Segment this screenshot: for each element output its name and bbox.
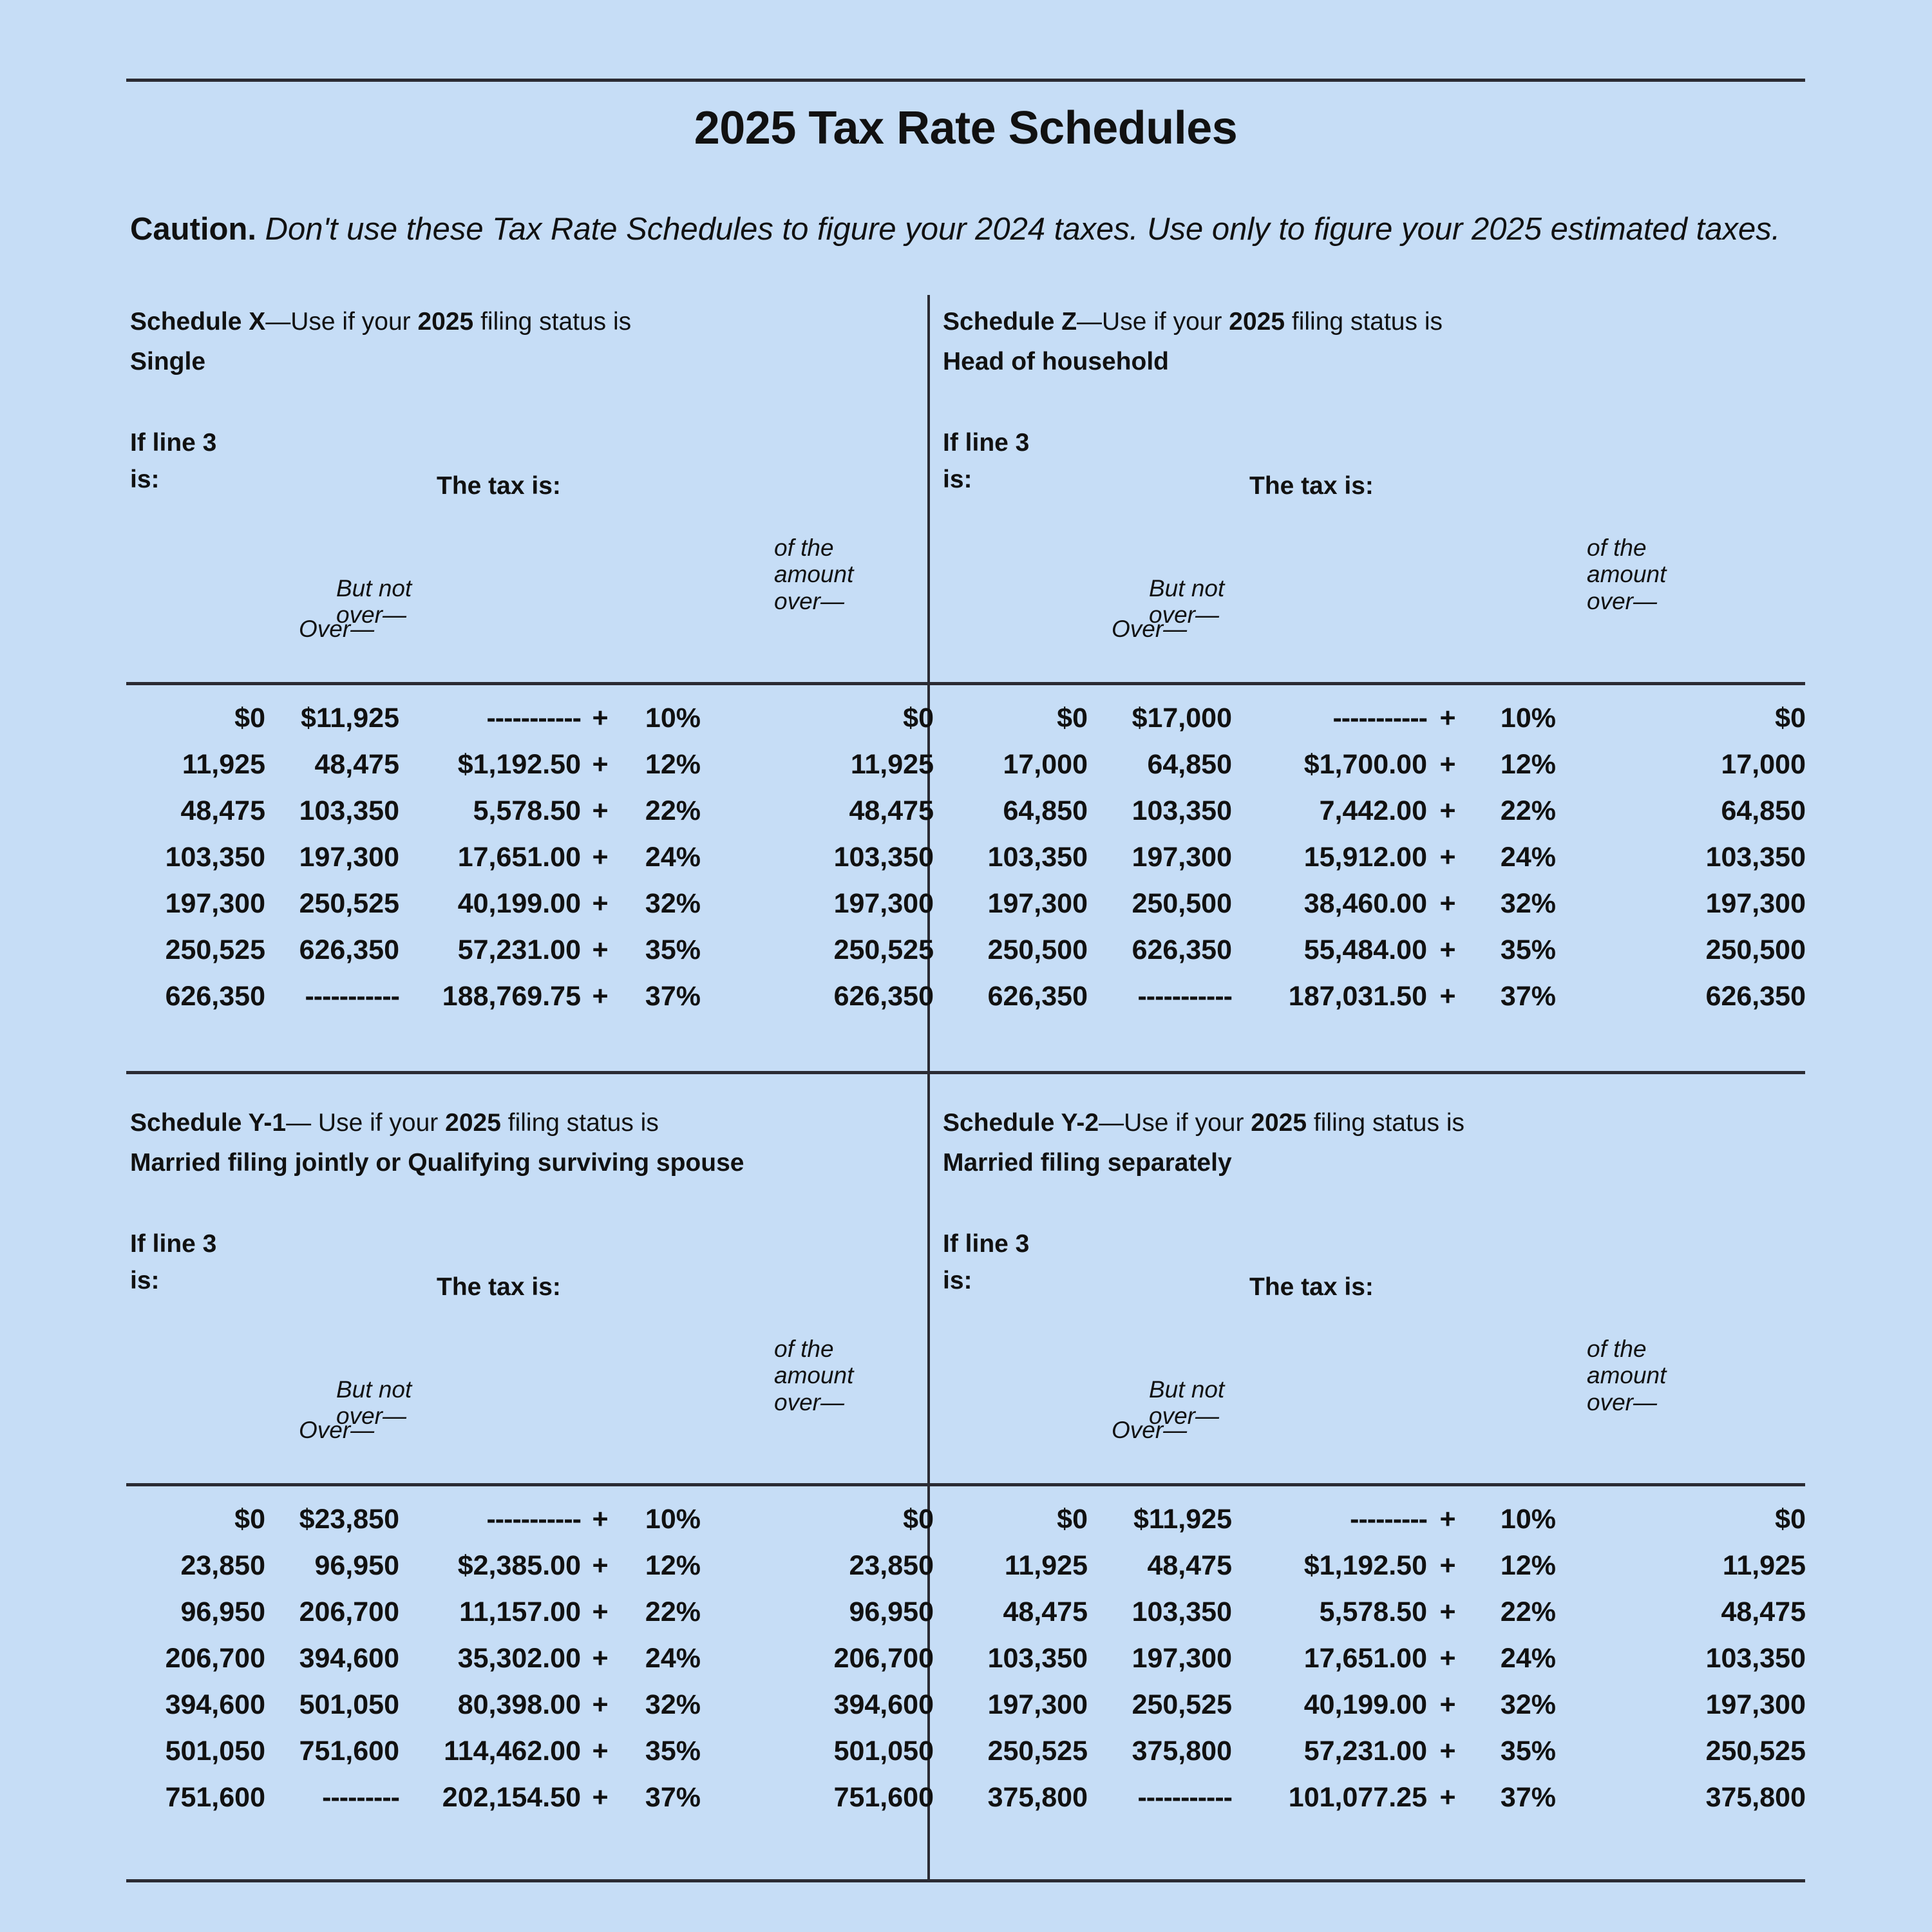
plus-sign: + [1439,795,1456,826]
over-amount: 375,800 [987,1782,1088,1813]
schedule-y1-title-rest: — Use if your [286,1109,446,1137]
caution-text: Don't use these Tax Rate Schedules to figure your 2024 taxes. Use only to figure your 2025 estimated taxes. [265,212,1781,247]
base-tax: 202,154.50 [442,1782,581,1813]
base-tax: 17,651.00 [457,842,581,873]
tax-rate-percent: 37% [1500,1782,1556,1813]
tax-rate-percent: 24% [1500,1643,1556,1674]
schedule-y2-not-over-label: over— [1149,1403,1219,1430]
tax-bracket-row [943,1782,1806,1828]
tax-bracket-row [130,888,934,934]
tax-rate-percent: 32% [1500,888,1556,919]
tax-rate-percent: 24% [645,1643,701,1674]
schedule-x-but-not-label: But not [336,575,412,601]
plus-sign: + [592,795,609,826]
schedule-x-ifline-2: is: [130,465,160,493]
schedule-z-ifline-2: is: [943,465,972,493]
plus-sign: + [592,1643,609,1674]
over-amount: 103,350 [165,842,265,873]
schedule-y2-title-suffix: filing status is [1307,1109,1464,1137]
schedule-y1-title-year: 2025 [445,1109,501,1137]
tax-rate-percent: 35% [1500,1736,1556,1766]
tax-rate-percent: 32% [645,1689,701,1720]
schedule-z-status: Head of household [943,348,1169,375]
tax-bracket-row [943,1736,1806,1782]
tax-bracket-row [130,1643,934,1689]
plus-sign: + [1439,1596,1456,1627]
plus-sign: + [592,1504,609,1535]
of-amount-over: 250,500 [1705,934,1806,965]
schedule-y1-over-header: Over— [299,1417,375,1443]
but-not-over: 48,475 [314,749,399,780]
tax-rate-percent: 12% [645,1550,701,1581]
over-amount: $0 [1057,1504,1088,1535]
of-amount-over: 17,000 [1721,749,1806,780]
tax-bracket-row [943,934,1806,981]
bottom-rule [126,1879,1805,1882]
tax-rate-percent: 32% [645,888,701,919]
schedule-y1-title-suffix: filing status is [500,1109,659,1137]
but-not-over: 250,525 [299,888,399,919]
caution-note [130,211,1780,247]
base-tax: 55,484.00 [1303,934,1427,965]
tax-bracket-row [943,703,1806,749]
of-amount-over: 375,800 [1705,1782,1806,1813]
of-amount-over: 250,525 [833,934,934,965]
over-amount: 17,000 [1003,749,1088,780]
plus-sign: + [1439,1689,1456,1720]
schedule-y2-ifline-2: is: [943,1266,972,1294]
tax-bracket-row [943,1504,1806,1550]
plus-sign: + [592,842,609,873]
schedule-z-title-prefix: Schedule Z [943,308,1077,336]
schedule-y1-but-not-over-header [336,1376,412,1430]
tax-bracket-row [943,1643,1806,1689]
but-not-over: ----------- [1137,1782,1232,1813]
schedule-x-over-header: Over— [299,616,375,642]
schedule-z-title-rest: —Use if your [1077,308,1229,336]
but-not-over: $17,000 [1132,703,1232,734]
but-not-over: 96,950 [314,1550,399,1581]
schedule-y2-status: Married filing separately [943,1149,1232,1177]
of-amount-over: 48,475 [849,795,934,826]
schedule-y2-header-rule [930,1483,1805,1486]
over-amount: 64,850 [1003,795,1088,826]
tax-rate-percent: 37% [645,1782,701,1813]
but-not-over: 250,500 [1132,888,1232,919]
over-amount: 48,475 [180,795,265,826]
base-tax: 17,651.00 [1303,1643,1427,1674]
schedule-y1-ifline-1: If line 3 [130,1230,217,1258]
over-amount: $0 [234,703,265,734]
over-amount: 751,600 [165,1782,265,1813]
but-not-over: ----------- [1137,981,1232,1012]
of-amount-over: 626,350 [1705,981,1806,1012]
over-amount: 11,925 [1004,1550,1088,1581]
tax-rate-percent: 22% [1500,795,1556,826]
schedule-x-but-not-over-header [336,575,412,629]
page-title: 2025 Tax Rate Schedules [694,102,1238,154]
over-amount: 626,350 [165,981,265,1012]
schedule-z-of-amount-over-header [1587,535,1666,614]
schedule-y2-but-not-label: But not [1149,1376,1225,1403]
of-amount-over: 751,600 [833,1782,934,1813]
base-tax: 40,199.00 [1303,1689,1427,1720]
over-amount: 197,300 [987,888,1088,919]
but-not-over: 197,300 [1132,1643,1232,1674]
schedule-y1-header-rule [126,1483,927,1486]
schedule-y2-amount-over-label: over— [1587,1388,1657,1416]
base-tax: 187,031.50 [1288,981,1427,1012]
schedule-y2-ifline-1: If line 3 [943,1230,1030,1258]
schedule-y2-of-the-label: of the [1587,1336,1647,1362]
schedule-y1-of-amount-over-header [774,1336,853,1416]
schedule-y2-amount-label: amount [1587,1362,1667,1389]
schedule-x-amount-label: amount [774,561,854,588]
schedule-z-of-the-label: of the [1587,535,1647,561]
of-amount-over: 103,350 [833,842,934,873]
schedule-y1-amount-over-label: over— [774,1388,844,1416]
tax-rate-percent: 10% [1500,703,1556,734]
of-amount-over: 11,925 [1722,1550,1806,1581]
tax-rate-percent: 22% [1500,1596,1556,1627]
schedule-y1-status: Married filing jointly or Qualifying surviving spouse [130,1149,744,1177]
schedule-z-amount-label: amount [1587,561,1667,588]
base-tax: 15,912.00 [1303,842,1427,873]
schedule-z-title-year: 2025 [1229,308,1285,336]
of-amount-over: 197,300 [1705,1689,1806,1720]
base-tax: 80,398.00 [457,1689,581,1720]
schedule-z-over-header: Over— [1112,616,1188,642]
schedule-y1-title [130,1110,659,1135]
but-not-over: 626,350 [299,934,399,965]
schedule-y2-ifline [943,1226,1029,1299]
but-not-over: 250,525 [1132,1689,1232,1720]
but-not-over: $11,925 [1133,1504,1232,1535]
plus-sign: + [1439,703,1456,734]
plus-sign: + [592,1782,609,1813]
tax-rate-percent: 12% [1500,1550,1556,1581]
over-amount: $0 [1057,703,1088,734]
but-not-over: $23,850 [299,1504,399,1535]
base-tax: ----------- [486,1504,581,1535]
over-amount: 23,850 [180,1550,265,1581]
base-tax: 57,231.00 [457,934,581,965]
schedule-y2-over-header: Over— [1112,1417,1188,1443]
tax-bracket-row [130,749,934,795]
over-amount: 103,350 [987,1643,1088,1674]
base-tax: 7,442.00 [1319,795,1427,826]
but-not-over: 751,600 [299,1736,399,1766]
plus-sign: + [592,981,609,1012]
caution-label: Caution. [130,212,256,247]
tax-bracket-row [130,842,934,888]
tax-bracket-row [943,981,1806,1027]
of-amount-over: 103,350 [1705,1643,1806,1674]
base-tax: $1,192.50 [1303,1550,1427,1581]
but-not-over: 206,700 [299,1596,399,1627]
base-tax: 57,231.00 [1303,1736,1427,1766]
base-tax: 5,578.50 [473,795,581,826]
tax-bracket-row [130,1504,934,1550]
of-amount-over: 96,950 [849,1596,934,1627]
schedule-y1-the-tax-is: The tax is: [437,1273,561,1301]
tax-bracket-row [130,1736,934,1782]
tax-rate-percent: 12% [1500,749,1556,780]
tax-bracket-row [943,888,1806,934]
base-tax: ----------- [1332,703,1427,734]
but-not-over: 103,350 [1132,1596,1232,1627]
schedule-x-not-over-label: over— [336,601,406,629]
plus-sign: + [592,1596,609,1627]
plus-sign: + [592,703,609,734]
schedule-y2-title [943,1110,1464,1135]
tax-bracket-row [943,749,1806,795]
tax-rate-percent: 10% [1500,1504,1556,1535]
tax-rate-percent: 37% [645,981,701,1012]
tax-rate-percent: 24% [645,842,701,873]
plus-sign: + [592,1550,609,1581]
over-amount: 11,925 [182,749,265,780]
schedule-y2-title-rest: —Use if your [1099,1109,1251,1137]
of-amount-over: $0 [1775,1504,1806,1535]
plus-sign: + [592,934,609,965]
schedule-y1-of-the-label: of the [774,1336,834,1362]
schedule-z-rows [943,703,1806,1027]
tax-bracket-row [943,842,1806,888]
plus-sign: + [1439,1550,1456,1581]
but-not-over: 48,475 [1147,1550,1232,1581]
base-tax: --------- [1350,1504,1427,1535]
over-amount: $0 [234,1504,265,1535]
tax-rate-percent: 10% [645,1504,701,1535]
base-tax: ----------- [486,703,581,734]
schedule-y2-title-prefix: Schedule Y-2 [943,1109,1099,1137]
of-amount-over: 394,600 [833,1689,934,1720]
of-amount-over: 64,850 [1721,795,1806,826]
of-amount-over: 23,850 [849,1550,934,1581]
schedule-x-header-rule [126,682,927,685]
schedule-y1-amount-label: amount [774,1362,854,1389]
over-amount: 96,950 [180,1596,265,1627]
schedule-y2-title-year: 2025 [1251,1109,1307,1137]
over-amount: 206,700 [165,1643,265,1674]
but-not-over: 64,850 [1147,749,1232,780]
base-tax: 5,578.50 [1319,1596,1427,1627]
over-amount: 197,300 [165,888,265,919]
of-amount-over: $0 [903,703,934,734]
but-not-over: 375,800 [1132,1736,1232,1766]
tax-rate-percent: 37% [1500,981,1556,1012]
schedule-x-title-rest: —Use if your [265,308,418,336]
schedule-x-title-prefix: Schedule X [130,308,266,336]
of-amount-over: 103,350 [1705,842,1806,873]
schedule-z-ifline-1: If line 3 [943,429,1030,457]
tax-bracket-row [130,795,934,842]
tax-rate-percent: 35% [1500,934,1556,965]
tax-rate-percent: 32% [1500,1689,1556,1720]
of-amount-over: 197,300 [1705,888,1806,919]
base-tax: 188,769.75 [442,981,581,1012]
schedule-x-amount-over-label: over— [774,587,844,614]
schedule-z-but-not-label: But not [1149,575,1225,601]
tax-rate-percent: 24% [1500,842,1556,873]
schedule-y1-but-not-label: But not [336,1376,412,1403]
tax-bracket-row [130,1782,934,1828]
tax-bracket-row [943,1689,1806,1736]
base-tax: $1,192.50 [457,749,581,780]
base-tax: $1,700.00 [1303,749,1427,780]
schedule-y1-ifline [130,1226,216,1299]
tax-bracket-row [943,795,1806,842]
tax-bracket-row [130,703,934,749]
schedule-x-title-suffix: filing status is [473,308,632,336]
base-tax: 101,077.25 [1288,1782,1427,1813]
over-amount: 394,600 [165,1689,265,1720]
schedule-z-title-suffix: filing status is [1285,308,1443,336]
plus-sign: + [1439,1643,1456,1674]
but-not-over: 394,600 [299,1643,399,1674]
base-tax: $2,385.00 [457,1550,581,1581]
tax-bracket-row [943,1550,1806,1596]
plus-sign: + [1439,1504,1456,1535]
but-not-over: ----------- [305,981,399,1012]
over-amount: 626,350 [987,981,1088,1012]
of-amount-over: 197,300 [833,888,934,919]
but-not-over: --------- [322,1782,399,1813]
schedule-y2-the-tax-is: The tax is: [1249,1273,1374,1301]
plus-sign: + [592,1736,609,1766]
tax-rate-percent: 35% [645,1736,701,1766]
schedule-z-amount-over-label: over— [1587,587,1657,614]
of-amount-over: $0 [1775,703,1806,734]
of-amount-over: 250,525 [1705,1736,1806,1766]
base-tax: 35,302.00 [457,1643,581,1674]
tax-rate-percent: 22% [645,1596,701,1627]
schedule-y1-not-over-label: over— [336,1403,406,1430]
plus-sign: + [1439,1736,1456,1766]
schedule-y1-rows [130,1504,934,1828]
schedule-x-the-tax-is: The tax is: [437,472,561,500]
plus-sign: + [1439,981,1456,1012]
tax-rate-percent: 12% [645,749,701,780]
but-not-over: 197,300 [299,842,399,873]
base-tax: 114,462.00 [444,1736,581,1766]
over-amount: 501,050 [165,1736,265,1766]
schedule-x-status: Single [130,348,206,375]
top-rule [126,79,1805,82]
over-amount: 103,350 [987,842,1088,873]
plus-sign: + [1439,749,1456,780]
plus-sign: + [592,749,609,780]
of-amount-over: 501,050 [833,1736,934,1766]
schedule-z-title [943,309,1443,334]
but-not-over: $11,925 [300,703,399,734]
tax-bracket-row [130,1689,934,1736]
plus-sign: + [1439,934,1456,965]
schedule-x-of-amount-over-header [774,535,853,614]
of-amount-over: 11,925 [850,749,934,780]
tax-bracket-row [130,1596,934,1643]
schedule-y1-ifline-2: is: [130,1266,160,1294]
schedule-x-rows [130,703,934,1027]
tax-rate-percent: 22% [645,795,701,826]
tax-bracket-row [943,1596,1806,1643]
but-not-over: 103,350 [1132,795,1232,826]
schedule-z-not-over-label: over— [1149,601,1219,629]
plus-sign: + [1439,1782,1456,1813]
tax-bracket-row [130,981,934,1027]
over-amount: 197,300 [987,1689,1088,1720]
schedule-z-header-rule [930,682,1805,685]
over-amount: 250,500 [987,934,1088,965]
schedule-y2-of-amount-over-header [1587,1336,1666,1416]
plus-sign: + [592,1689,609,1720]
schedule-y2-rows [943,1504,1806,1828]
schedule-x-title-year: 2025 [417,308,474,336]
schedule-z-but-not-over-header [1149,575,1224,629]
schedule-y2-but-not-over-header [1149,1376,1224,1430]
plus-sign: + [1439,842,1456,873]
but-not-over: 501,050 [299,1689,399,1720]
but-not-over: 197,300 [1132,842,1232,873]
tax-rate-percent: 35% [645,934,701,965]
schedule-x-of-the-label: of the [774,535,834,561]
of-amount-over: $0 [903,1504,934,1535]
over-amount: 48,475 [1003,1596,1088,1627]
of-amount-over: 206,700 [833,1643,934,1674]
schedule-z-ifline [943,425,1029,498]
base-tax: 11,157.00 [459,1596,581,1627]
schedule-x-ifline [130,425,216,498]
but-not-over: 626,350 [1132,934,1232,965]
of-amount-over: 48,475 [1721,1596,1806,1627]
schedule-z-the-tax-is: The tax is: [1249,472,1374,500]
schedule-y1-title-prefix: Schedule Y-1 [130,1109,287,1137]
but-not-over: 103,350 [299,795,399,826]
of-amount-over: 626,350 [833,981,934,1012]
over-amount: 250,525 [987,1736,1088,1766]
schedule-x-title [130,309,631,334]
plus-sign: + [592,888,609,919]
plus-sign: + [1439,888,1456,919]
base-tax: 38,460.00 [1303,888,1427,919]
schedule-x-ifline-1: If line 3 [130,429,217,457]
tax-rate-percent: 10% [645,703,701,734]
base-tax: 40,199.00 [457,888,581,919]
tax-bracket-row [130,934,934,981]
mid-section-rule [126,1071,1805,1074]
tax-bracket-row [130,1550,934,1596]
over-amount: 250,525 [165,934,265,965]
